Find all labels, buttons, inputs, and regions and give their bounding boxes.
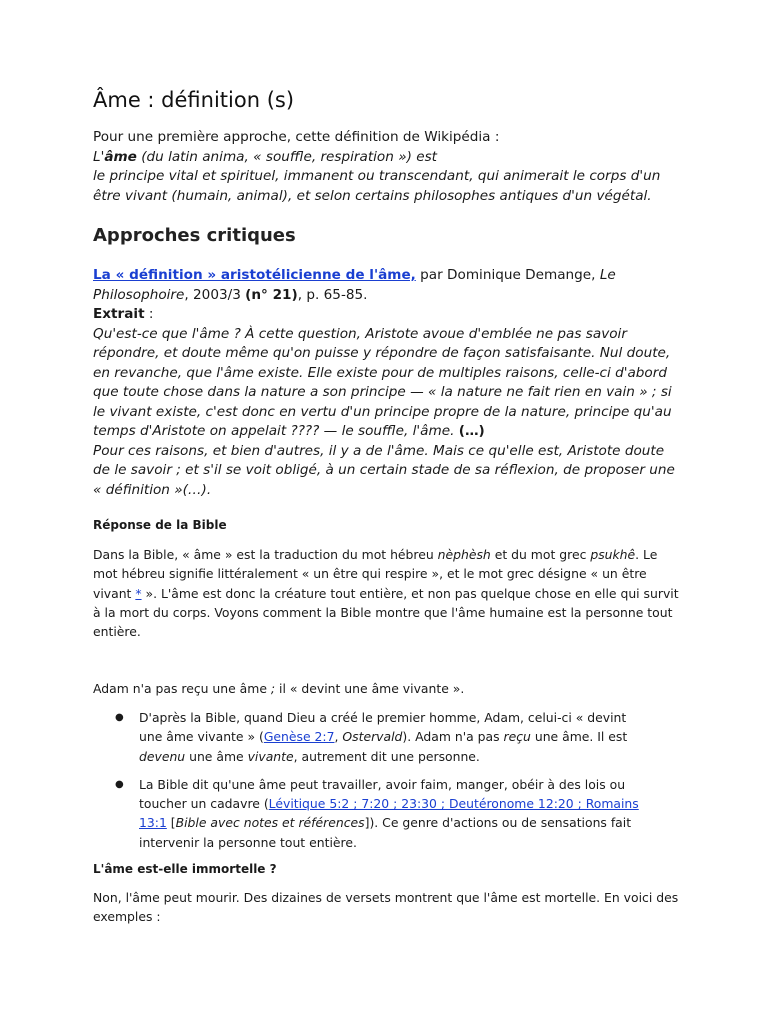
critique-paragraph	[93, 266, 683, 500]
bible-paragraph	[93, 545, 683, 641]
bullet-list	[93, 708, 653, 852]
bible-text-a: Dans la Bible, « âme » est la traduction du mot hébreu	[93, 547, 438, 562]
journal-name: Le Philosophoire	[93, 267, 616, 303]
quote-prefix: L'	[93, 148, 105, 165]
emphasis-text: reçu	[503, 729, 531, 745]
intro-paragraph	[93, 128, 683, 206]
section-title: Approches critiques	[93, 225, 296, 246]
author-text: par Dominique Demange,	[415, 267, 600, 283]
reference-pages: , p. 65-85.	[297, 286, 368, 303]
page-title: Âme : définition (s)	[93, 88, 295, 112]
bullet-icon: ●	[115, 712, 124, 723]
intro-line: Pour une première approche, cette définition de Wikipédia :	[93, 129, 500, 145]
list-item	[93, 708, 653, 766]
bullet-text: [	[166, 815, 176, 831]
adam-text-b: il « devint une âme vivante ».	[275, 681, 465, 696]
bible-version: Bible avec notes et références	[175, 815, 365, 831]
bullet-icon: ●	[115, 778, 124, 790]
bible-text-d: ». L'âme est donc la créature tout entière, et non pas quelque chose en elle qui survit à la mort du corps. Voyons comment la Bible montre que l'âme humaine est la personne tout entière.	[93, 585, 679, 640]
quote-definition: le principe vital et spirituel, immanent ou transcendant, qui animerait le corps d'un être vivant (humain, animal), et selon certains philosophes antiques d'un végétal.	[93, 168, 661, 204]
quote-etymology: (du latin anima, « souffle, respiration ») est	[136, 148, 437, 165]
emphasis-text: vivante	[247, 748, 294, 764]
excerpt-part-1: Qu'est-ce que l'âme ? À cette question, Aristote avoue d'emblée ne pas savoir répondre, et doute même qu'on puisse y répondre de façon satisfaisante. Nul doute, en revanche, que l'âme existe. Elle existe pour de multiples raisons, celle-ci d'abord que toute chose dans la nature a son principe — « la nature ne fait rien en vain » ; si le vivant existe, c'est donc en vertu d'un principe propre de la nature, principe qu'au temps d'Aristote on appelait ???? — le souffle, l'âme.	[93, 325, 672, 439]
excerpt-part-2: Pour ces raisons, et bien d'autres, il y a de l'âme. Mais ce qu'elle est, Aristote doute de le savoir ; et s'il se voit obligé, à un certain stade de sa réflexion, de proposer une « définition »(…).	[93, 442, 675, 498]
bible-heading: Réponse de la Bible	[93, 518, 227, 532]
reference-number: (n° 21)	[245, 286, 298, 303]
bible-text-b: et du mot grec	[490, 547, 591, 562]
bible-text-c: . Le mot hébreu signifie littéralement « un être qui respire », et le mot grec désigne « un être vivant	[93, 547, 658, 601]
greek-word: psukhê	[590, 547, 636, 562]
bullet-text: , autrement dit une personne.	[293, 748, 480, 764]
emphasis-text: devenu	[139, 748, 186, 764]
immortality-paragraph: Non, l'âme peut mourir. Des dizaines de versets montrent que l'âme est mortelle. En voici des exemples :	[93, 890, 679, 925]
adam-semicolon: ;	[270, 681, 276, 696]
hebrew-word: nèphèsh	[437, 547, 491, 562]
genesis-link[interactable]: Genèse 2:7	[263, 729, 335, 745]
bullet-text: une âme. Il est	[530, 729, 628, 745]
list-item	[93, 775, 653, 852]
bullet-text: ,	[334, 729, 343, 745]
excerpt-ellipsis: (…)	[458, 423, 485, 439]
bullet-text: ). Adam n'a pas	[402, 729, 504, 745]
extrait-colon: :	[144, 306, 154, 322]
scripture-references-link[interactable]: Lévitique 5:2 ; 7:20 ; 23:30 ; Deutéronome 12:20 ; Romains 13:1	[139, 796, 639, 831]
adam-paragraph	[93, 679, 683, 698]
bible-version: Ostervald	[342, 729, 403, 745]
adam-text-a: Adam n'a pas reçu une âme	[93, 681, 271, 696]
bullet-text: une âme	[185, 748, 248, 764]
bullet-text: La Bible dit qu'une âme peut travailler, avoir faim, manger, obéir à des lois ou toucher un cadavre (	[139, 776, 626, 812]
reference-year: , 2003/3	[184, 286, 246, 303]
footnote-link[interactable]: *	[135, 585, 142, 601]
extrait-label: Extrait	[93, 306, 145, 322]
immortality-heading: L'âme est-elle immortelle ?	[93, 862, 277, 876]
bullet-text: D'après la Bible, quand Dieu a créé le premier homme, Adam, celui-ci « devint une âme vivante » (	[139, 710, 627, 745]
quote-keyword: âme	[104, 148, 137, 165]
bullet-text: ]). Ce genre d'actions ou de sensations fait intervenir la personne tout entière.	[139, 815, 632, 850]
article-link[interactable]: La « définition » aristotélicienne de l'âme,	[93, 267, 416, 283]
